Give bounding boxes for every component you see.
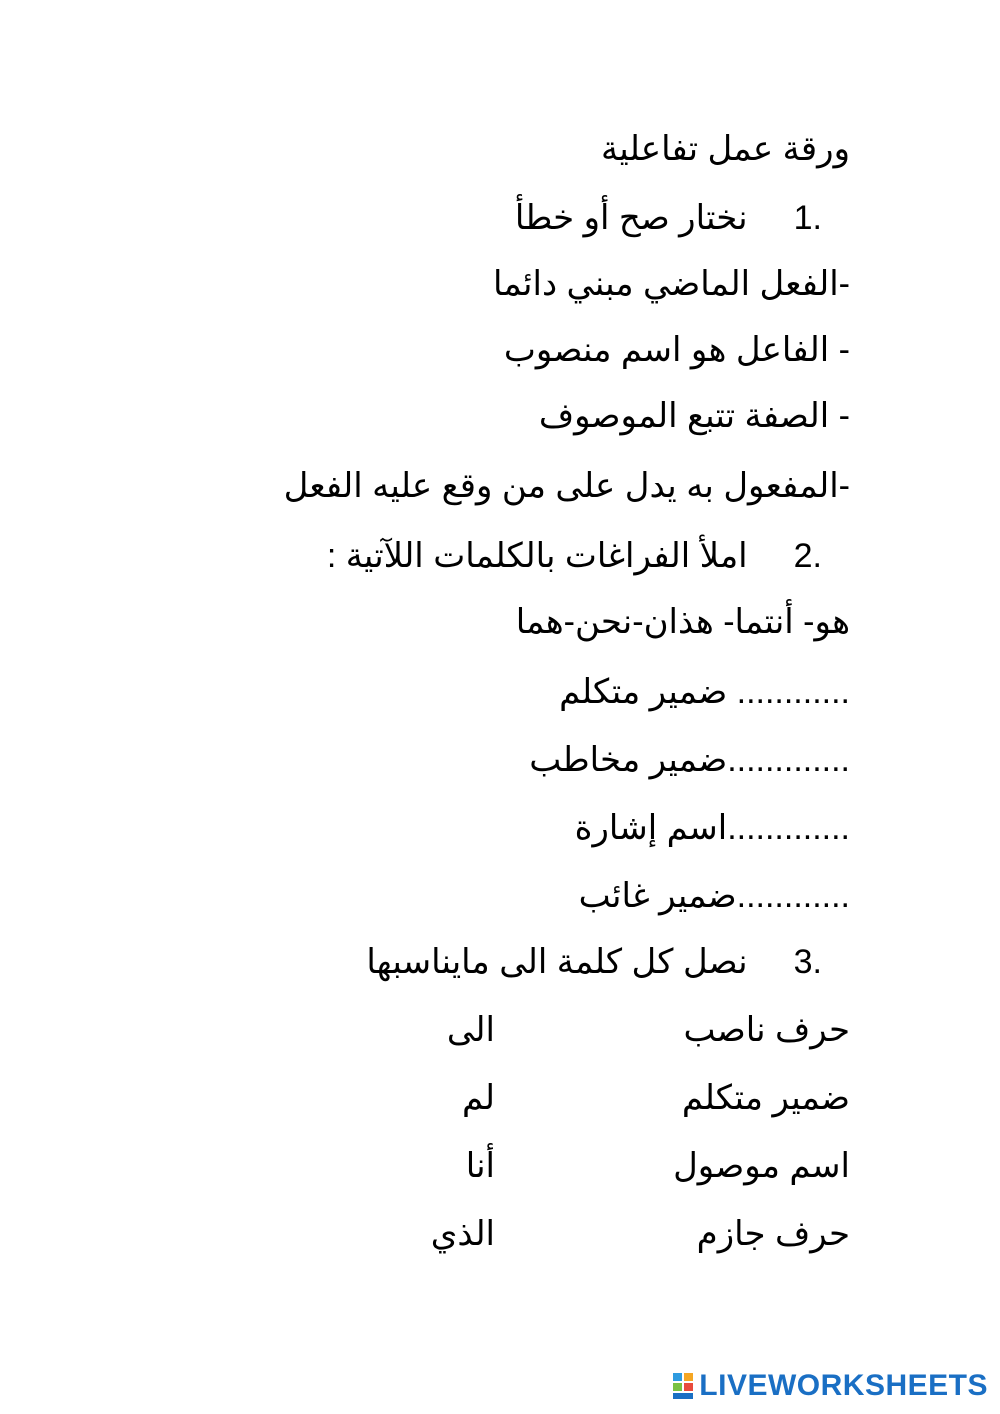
section-3-heading bbox=[366, 940, 822, 984]
fill-blank-4[interactable]: ............ضمير غائب bbox=[578, 877, 850, 915]
true-false-item-2[interactable]: - الفاعل هو اسم منصوب bbox=[503, 331, 850, 369]
fill-blank-2[interactable]: .............ضمير مخاطب bbox=[529, 741, 850, 779]
section-2-heading-text: املأ الفراغات بالكلمات اللآتية : bbox=[326, 537, 748, 575]
match-right-1[interactable]: الى bbox=[446, 1011, 495, 1049]
section-1-heading-text: نختار صح أو خطأ bbox=[514, 199, 748, 237]
section-3-number: 3. bbox=[793, 943, 822, 981]
true-false-item-1[interactable]: -الفعل الماضي مبني دائما bbox=[493, 265, 850, 303]
match-row-2 bbox=[420, 1076, 850, 1120]
match-row-4 bbox=[420, 1212, 850, 1256]
section-1-heading bbox=[515, 196, 822, 240]
match-left-1[interactable]: حرف ناصب bbox=[683, 1011, 850, 1049]
word-bank: هو- أنتما- هذان-نحن-هما bbox=[515, 603, 850, 641]
fill-blank-3[interactable]: .............اسم إشارة bbox=[574, 809, 850, 847]
match-right-3[interactable]: أنا bbox=[465, 1147, 495, 1185]
section-2-number: 2. bbox=[793, 537, 822, 575]
match-left-2[interactable]: ضمير متكلم bbox=[681, 1079, 850, 1117]
match-row-3 bbox=[420, 1144, 850, 1188]
watermark bbox=[673, 1368, 988, 1404]
match-left-3[interactable]: اسم موصول bbox=[673, 1147, 850, 1185]
watermark-text: LIVEWORKSHEETS bbox=[699, 1369, 988, 1402]
match-right-4[interactable]: الذي bbox=[430, 1215, 495, 1253]
liveworksheets-logo-icon bbox=[673, 1371, 695, 1401]
true-false-item-3[interactable]: - الصفة تتبع الموصوف bbox=[538, 397, 850, 435]
match-left-4[interactable]: حرف جازم bbox=[696, 1215, 850, 1253]
section-1-number: 1. bbox=[793, 199, 822, 237]
section-2-heading bbox=[327, 534, 822, 578]
section-3-heading-text: نصل كل كلمة الى مايناسبها bbox=[366, 943, 748, 981]
match-right-2[interactable]: لم bbox=[462, 1079, 495, 1117]
worksheet-title: ورقة عمل تفاعلية bbox=[601, 130, 850, 168]
fill-blank-1[interactable]: ............ ضمير متكلم bbox=[559, 673, 850, 711]
true-false-item-4[interactable]: -المفعول به يدل على من وقع عليه الفعل bbox=[283, 467, 850, 505]
match-row-1 bbox=[420, 1008, 850, 1052]
